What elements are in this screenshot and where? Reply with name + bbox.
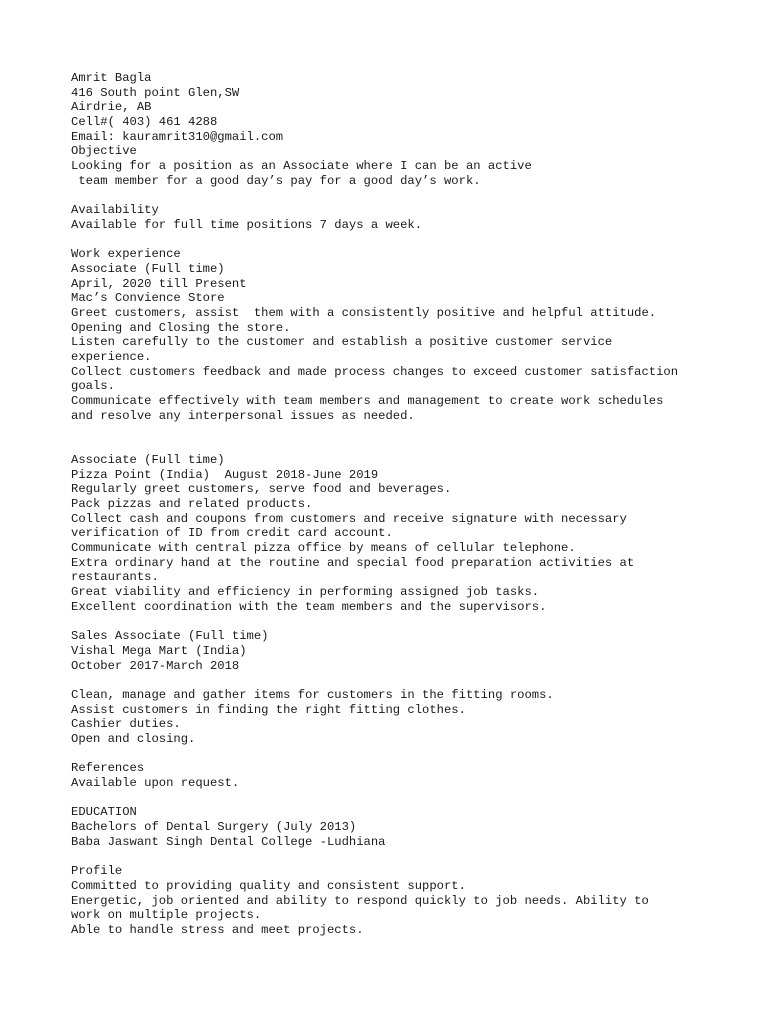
work-experience-section	[71, 247, 761, 746]
job-duty-line: Pack pizzas and related products.	[71, 496, 313, 511]
resume-document	[71, 71, 761, 938]
job-company-dates: Pizza Point (India) August 2018-June 2019	[71, 467, 379, 482]
job-duty-line: Extra ordinary hand at the routine and special food preparation activities at	[71, 555, 635, 570]
profile-line: work on multiple projects.	[71, 908, 262, 923]
profile-heading: Profile	[71, 864, 123, 879]
job-title: Sales Associate (Full time)	[71, 629, 269, 644]
job-duty-line: Excellent coordination with the team members and the supervisors.	[71, 599, 547, 614]
email-address: Email: kauramrit310@gmail.com	[71, 129, 284, 144]
job-duty-line: Greet customers, assist them with a consistently positive and helpful attitude.	[71, 306, 657, 320]
city-province: Airdrie, AB	[71, 100, 152, 115]
spacer	[71, 189, 761, 204]
references-text: Available upon request.	[71, 776, 240, 790]
job-duty-line: Clean, manage and gather items for customers in the fitting rooms.	[71, 687, 554, 702]
job-title: Associate (Full time)	[71, 452, 225, 467]
education-degree: Bachelors of Dental Surgery (July 2013)	[71, 820, 357, 835]
spacer	[71, 791, 761, 806]
spacer	[71, 424, 761, 439]
profile-line: Able to handle stress and meet projects.	[71, 922, 364, 937]
job-dates: October 2017-March 2018	[71, 658, 240, 673]
education-section	[71, 805, 761, 849]
job-entry-macs	[71, 262, 761, 424]
spacer	[71, 438, 761, 453]
availability-text: Available for full time positions 7 days a week.	[71, 217, 423, 232]
job-duty-line: Opening and Closing the store.	[71, 320, 291, 335]
job-duty-line: Collect cash and coupons from customers and receive signature with necessary	[71, 511, 627, 526]
job-duty-line: Assist customers in finding the right fitting clothes.	[71, 702, 466, 717]
spacer	[71, 673, 761, 688]
objective-heading: Objective	[71, 144, 137, 159]
job-duty-line: restaurants.	[71, 570, 159, 585]
street-address: 416 South point Glen,SW	[71, 85, 240, 100]
job-duty-line: experience.	[71, 350, 152, 365]
job-dates: April, 2020 till Present	[71, 276, 247, 291]
spacer	[71, 849, 761, 864]
job-duty-line: verification of ID from credit card account.	[71, 526, 393, 541]
job-duty-line: Cashier duties.	[71, 717, 181, 732]
job-duty-line: Regularly greet customers, serve food and beverages.	[71, 482, 452, 497]
profile-line: Committed to providing quality and consistent support.	[71, 878, 466, 893]
references-heading: References	[71, 761, 145, 776]
availability-heading: Availability	[71, 203, 159, 218]
job-entry-vishal-mega-mart	[71, 629, 761, 747]
job-duty-line: Listen carefully to the customer and establish a positive customer service	[71, 335, 613, 350]
job-company: Mac’s Convience Store	[71, 291, 225, 306]
work-experience-heading: Work experience	[71, 247, 181, 262]
objective-section	[71, 144, 761, 188]
job-company: Vishal Mega Mart (India)	[71, 643, 247, 658]
cell-phone: Cell#( 403) 461 4288	[71, 115, 218, 130]
objective-line: team member for a good day’s pay for a good day’s work.	[71, 173, 481, 188]
spacer	[71, 614, 761, 629]
job-entry-pizza-point	[71, 453, 761, 615]
job-duty-line: and resolve any interpersonal issues as needed.	[71, 408, 415, 423]
objective-line: Looking for a position as an Associate where I can be an active	[71, 159, 532, 174]
spacer	[71, 747, 761, 762]
job-duty-line: Great viability and efficiency in performing assigned job tasks.	[71, 585, 540, 600]
education-school: Baba Jaswant Singh Dental College -Ludhiana	[71, 834, 386, 849]
availability-section	[71, 203, 761, 232]
education-heading: EDUCATION	[71, 805, 137, 820]
profile-section	[71, 864, 761, 937]
contact-block	[71, 71, 761, 144]
job-duty-line: Collect customers feedback and made process changes to exceed customer satisfaction	[71, 364, 679, 379]
applicant-name: Amrit Bagla	[71, 71, 152, 85]
references-section	[71, 761, 761, 790]
job-duty-line: Communicate with central pizza office by means of cellular telephone.	[71, 541, 576, 555]
job-duty-line: Open and closing.	[71, 731, 196, 746]
spacer	[71, 233, 761, 248]
job-duty-line: goals.	[71, 379, 115, 394]
job-title: Associate (Full time)	[71, 261, 225, 276]
profile-line: Energetic, job oriented and ability to respond quickly to job needs. Ability to	[71, 893, 649, 908]
job-duty-line: Communicate effectively with team members and management to create work schedules	[71, 394, 664, 409]
